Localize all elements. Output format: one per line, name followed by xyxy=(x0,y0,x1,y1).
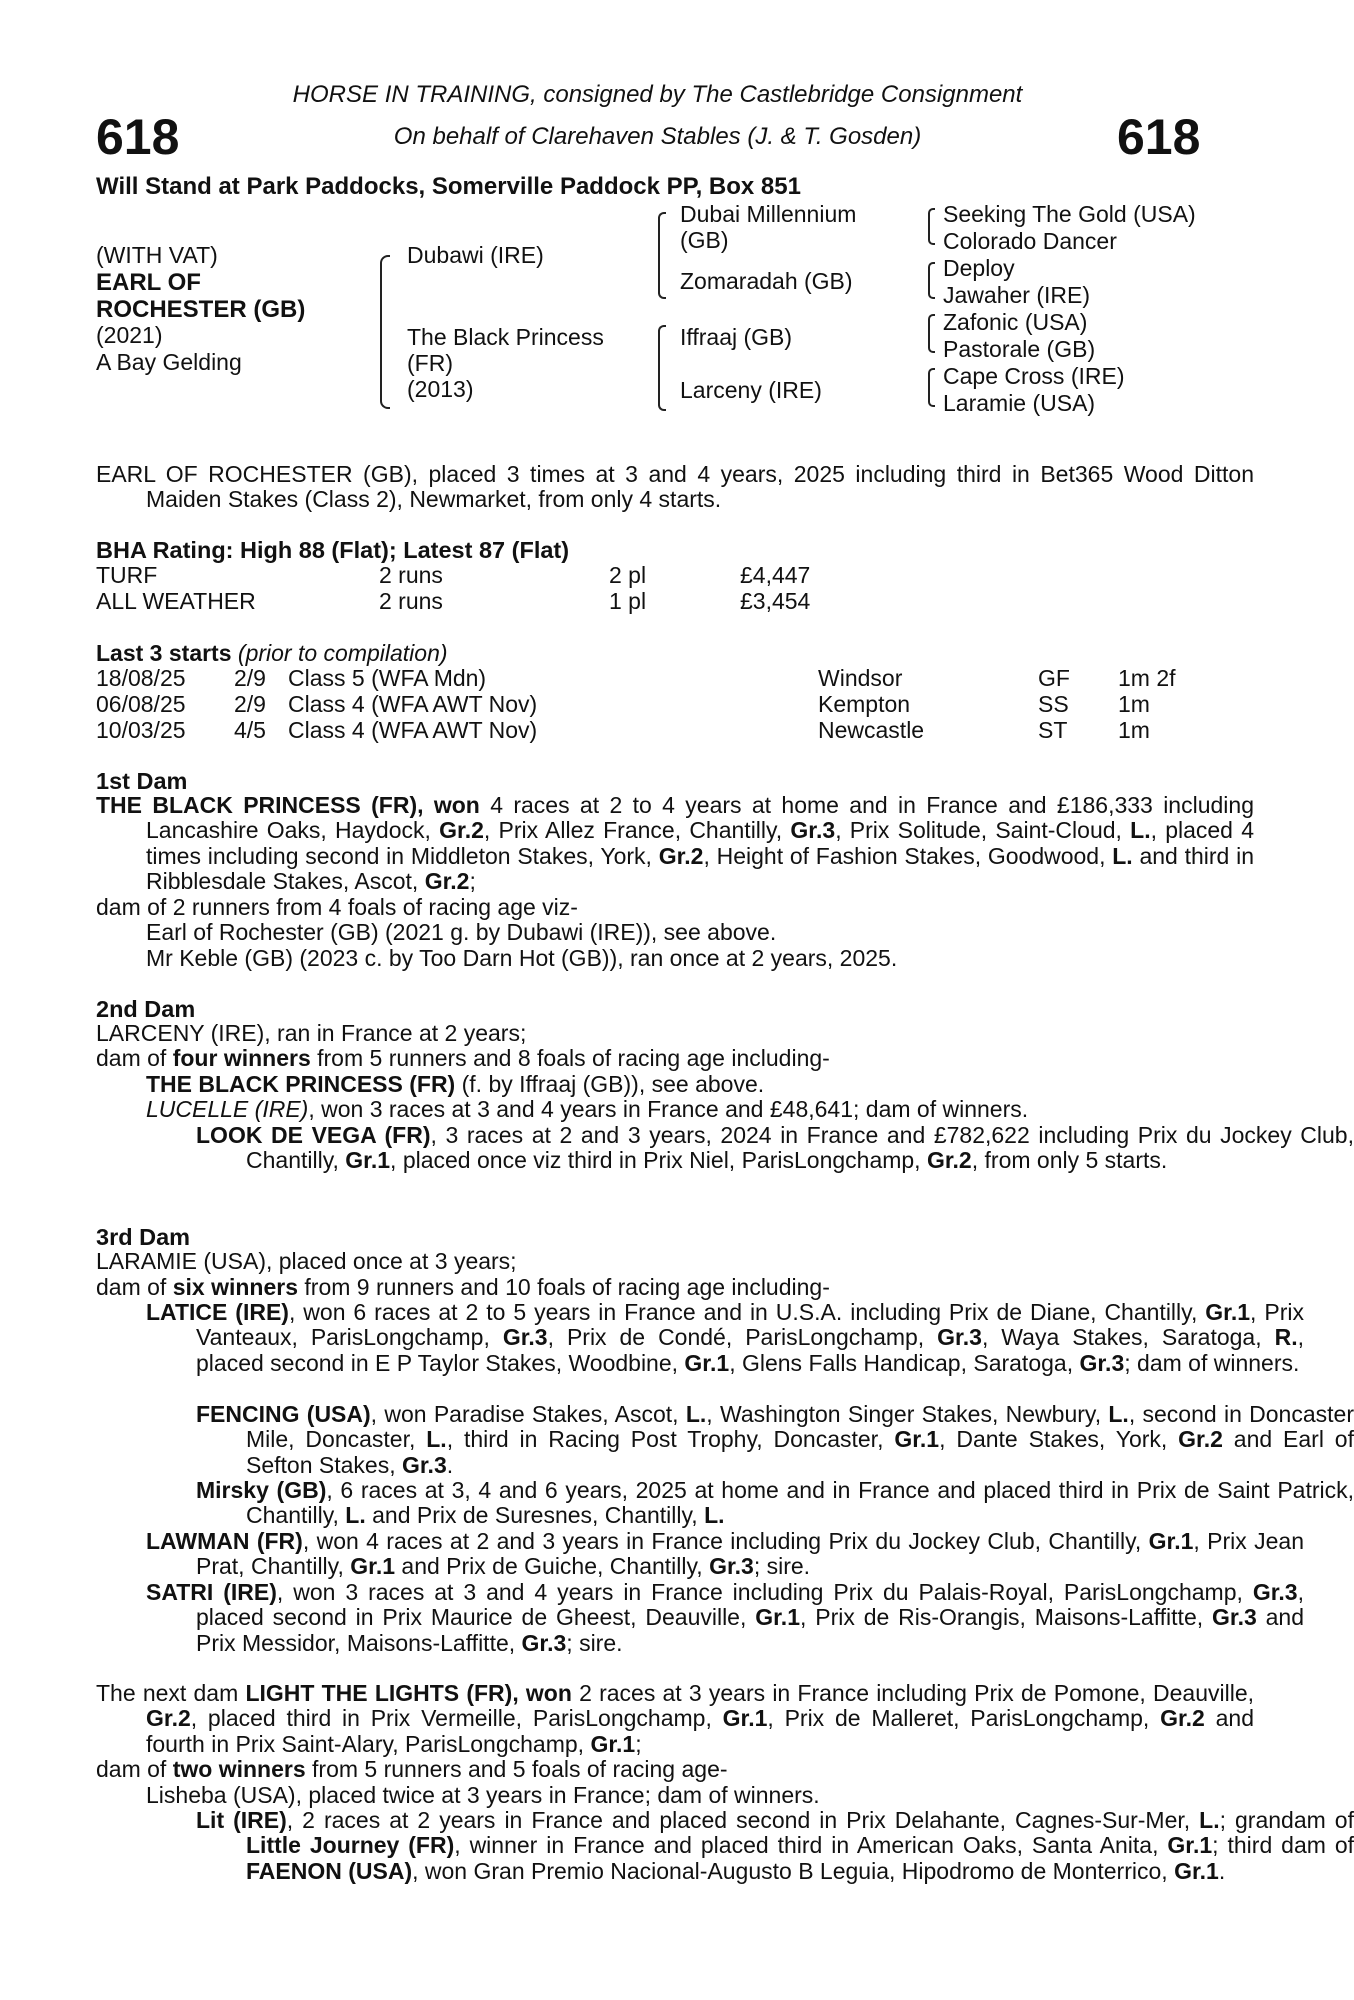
rating-placed: 1 pl xyxy=(609,588,647,614)
start-going: GF xyxy=(1038,665,1070,691)
dd-brace xyxy=(928,368,935,407)
start-date: 06/08/25 xyxy=(96,691,186,717)
horse-year: (2021) xyxy=(96,322,163,348)
sires-sire-line2: (GB) xyxy=(680,227,729,253)
ss-brace xyxy=(928,208,935,245)
dams-sire: Iffraaj (GB) xyxy=(680,324,793,350)
start-course: Newcastle xyxy=(818,717,925,743)
sd-brace xyxy=(928,262,935,299)
start-going: SS xyxy=(1038,691,1069,717)
third-dam-heading: 3rd Dam xyxy=(96,1224,191,1250)
gg-dam-2: Jawaher (IRE) xyxy=(943,282,1090,308)
first-dam-heading: 1st Dam xyxy=(96,768,188,794)
start-race: Class 4 (WFA AWT Nov) xyxy=(288,717,538,743)
start-date: 10/03/25 xyxy=(96,717,186,743)
gg-dam-3: Pastorale (GB) xyxy=(943,336,1096,362)
race-summary: EARL OF ROCHESTER (GB), placed 3 times at 3 and 4 years, 2025 including third in Bet365 Wood Ditton Maiden Stakes (Class 2), Newmarket, from only 4 starts. xyxy=(96,461,1254,513)
rating-surface: TURF xyxy=(96,562,158,588)
produce-entry: LATICE (IRE), won 6 races at 2 to 5 years in France and in U.S.A. including Prix de Diane, Chantilly, Gr.1, Prix Vanteaux, ParisLongchamp, Gr.3, Prix de Condé, ParisLongchamp, Gr.3, Waya Stakes, Saratoga, R., placed second in E P Taylor Stakes, Woodbine, Gr.1, Glens Falls Handicap, Saratoga, Gr.3; dam of winners. xyxy=(146,1299,1304,1376)
third-dam-produce-line: dam of six winners from 9 runners and 10 foals of racing age including- xyxy=(96,1274,830,1300)
last-starts-title: Last 3 starts xyxy=(96,640,232,666)
produce-entry: FENCING (USA), won Paradise Stakes, Ascot, L., Washington Singer Stakes, Newbury, L., second in Doncaster Mile, Doncaster, L., third in Racing Post Trophy, Doncaster, Gr.1, Dante Stakes, York, Gr.2 and Earl of Sefton Stakes, Gr.3. xyxy=(196,1401,1354,1478)
start-position: 4/5 xyxy=(234,717,266,743)
rating-prize: £4,447 xyxy=(740,562,811,588)
lot-number-left: 618 xyxy=(96,109,180,165)
last-starts-note: (prior to compilation) xyxy=(237,640,448,666)
start-distance: 1m 2f xyxy=(1118,665,1176,691)
gg-sire-3: Zafonic (USA) xyxy=(943,309,1088,335)
sire-dam-brace xyxy=(380,255,390,409)
sires-dam: Zomaradah (GB) xyxy=(680,268,853,294)
vendor-line: On behalf of Clarehaven Stables (J. & T. Gosden) xyxy=(393,123,922,150)
horse-name-line2: ROCHESTER (GB) xyxy=(96,296,306,323)
produce-entry: Earl of Rochester (GB) (2021 g. by Dubawi (IRE)), see above. xyxy=(146,919,777,945)
gg-dam-4: Laramie (USA) xyxy=(943,390,1096,416)
rating-surface: ALL WEATHER xyxy=(96,588,256,614)
vat-note: (WITH VAT) xyxy=(96,242,218,268)
start-position: 2/9 xyxy=(234,665,266,691)
last-starts-heading xyxy=(96,640,448,667)
start-row xyxy=(96,666,1206,692)
third-dam-line: LARAMIE (USA), placed once at 3 years; xyxy=(96,1248,517,1274)
next-dam-paragraph: The next dam LIGHT THE LIGHTS (FR), won 2 races at 3 years in France including Prix de Pomone, Deauville, Gr.2, placed third in Prix Vermeille, ParisLongchamp, Gr.1, Prix de Malleret, ParisLongchamp, Gr.2 and fourth in Prix Saint-Alary, ParisLongchamp, Gr.1; xyxy=(96,1680,1254,1757)
dam-name-line2: (FR) xyxy=(407,350,453,376)
second-dam-line: LARCENY (IRE), ran in France at 2 years; xyxy=(96,1020,527,1046)
produce-entry: LAWMAN (FR), won 4 races at 2 and 3 years in France including Prix du Jockey Club, Chantilly, Gr.1, Prix Jean Prat, Chantilly, Gr.1 and Prix de Guiche, Chantilly, Gr.3; sire. xyxy=(146,1528,1304,1580)
start-course: Kempton xyxy=(818,691,911,717)
dam-name-line3: (2013) xyxy=(407,376,474,402)
sires-sire-line1: Dubai Millennium xyxy=(680,201,857,227)
second-dam-produce-line: dam of four winners from 5 runners and 8 foals of racing age including- xyxy=(96,1045,830,1071)
gg-sire-4: Cape Cross (IRE) xyxy=(943,363,1125,389)
gg-sire-1: Seeking The Gold (USA) xyxy=(943,201,1196,227)
start-row xyxy=(96,692,1206,718)
produce-entry: Lit (IRE), 2 races at 2 years in France and placed second in Prix Delahante, Cagnes-Sur-Mer, L.; grandam of Little Journey (FR), winner in France and placed third in American Oaks, Santa Anita, Gr.1; third dam of FAENON (USA), won Gran Premio Nacional-Augusto B Leguia, Hipodromo de Monterrico, Gr.1. xyxy=(196,1807,1354,1884)
rating-row xyxy=(96,563,896,589)
dam-brace xyxy=(658,325,666,411)
ds-brace xyxy=(928,314,935,353)
produce-entry: Mirsky (GB), 6 races at 3, 4 and 6 years, 2025 at home and in France and placed third in Prix de Saint Patrick, Chantilly, L. and Prix de Suresnes, Chantilly, L. xyxy=(196,1477,1354,1529)
gg-sire-2: Deploy xyxy=(943,255,1015,281)
produce-entry: Mr Keble (GB) (2023 c. by Too Darn Hot (GB)), ran once at 2 years, 2025. xyxy=(146,945,898,971)
rating-runs: 2 runs xyxy=(379,562,443,588)
sire-brace xyxy=(658,212,666,299)
horse-name-line1: EARL OF xyxy=(96,269,201,296)
second-dam-heading: 2nd Dam xyxy=(96,996,196,1022)
horse-description: A Bay Gelding xyxy=(96,349,242,375)
gg-dam-1: Colorado Dancer xyxy=(943,228,1117,254)
bha-rating: BHA Rating: High 88 (Flat); Latest 87 (Flat) xyxy=(96,537,570,563)
start-position: 2/9 xyxy=(234,691,266,717)
start-row xyxy=(96,718,1206,744)
rating-placed: 2 pl xyxy=(609,562,647,588)
start-distance: 1m xyxy=(1118,717,1150,743)
first-dam-paragraph: THE BLACK PRINCESS (FR), won 4 races at 2 to 4 years at home and in France and £186,333 including Lancashire Oaks, Haydock, Gr.2, Prix Allez France, Chantilly, Gr.3, Prix Solitude, Saint-Cloud, L., placed 4 times including second in Middleton Stakes, York, Gr.2, Height of Fashion Stakes, Goodwood, L. and third in Ribblesdale Stakes, Ascot, Gr.2; xyxy=(96,792,1254,895)
next-dam-produce-line: dam of two winners from 5 runners and 5 foals of racing age- xyxy=(96,1756,728,1782)
consignor-line: HORSE IN TRAINING, consigned by The Castlebridge Consignment xyxy=(292,81,1023,108)
start-course: Windsor xyxy=(818,665,903,691)
rating-prize: £3,454 xyxy=(740,588,811,614)
start-race: Class 4 (WFA AWT Nov) xyxy=(288,691,538,717)
dam-name: THE BLACK PRINCESS (FR) xyxy=(96,792,418,818)
start-distance: 1m xyxy=(1118,691,1150,717)
stand-location: Will Stand at Park Paddocks, Somerville Paddock PP, Box 851 xyxy=(96,173,801,200)
dam-name-line1: The Black Princess xyxy=(407,324,604,350)
start-date: 18/08/25 xyxy=(96,665,186,691)
dams-dam: Larceny (IRE) xyxy=(680,377,822,403)
produce-entry: THE BLACK PRINCESS (FR) (f. by Iffraaj (GB)), see above. xyxy=(146,1071,765,1097)
produce-entry: LOOK DE VEGA (FR), 3 races at 2 and 3 years, 2024 in France and £782,622 including Prix du Jockey Club, Chantilly, Gr.1, placed once viz third in Prix Niel, ParisLongchamp, Gr.2, from only 5 starts. xyxy=(196,1122,1354,1174)
produce-entry: SATRI (IRE), won 3 races at 3 and 4 years in France including Prix du Palais-Royal, ParisLongchamp, Gr.3, placed second in Prix Maurice de Gheest, Deauville, Gr.1, Prix de Ris-Orangis, Maisons-Laffitte, Gr.3 and Prix Messidor, Maisons-Laffitte, Gr.3; sire. xyxy=(146,1579,1304,1656)
produce-entry: Lisheba (USA), placed twice at 3 years in France; dam of winners. xyxy=(146,1782,820,1808)
sire-name: Dubawi (IRE) xyxy=(407,242,544,268)
produce-entry: LUCELLE (IRE), won 3 races at 3 and 4 years in France and £48,641; dam of winners. xyxy=(146,1096,1029,1122)
start-going: ST xyxy=(1038,717,1068,743)
first-dam-produce-line: dam of 2 runners from 4 foals of racing age viz- xyxy=(96,894,578,920)
start-race: Class 5 (WFA Mdn) xyxy=(288,665,487,691)
lot-number-right: 618 xyxy=(1117,109,1201,165)
rating-row xyxy=(96,589,896,615)
rating-runs: 2 runs xyxy=(379,588,443,614)
